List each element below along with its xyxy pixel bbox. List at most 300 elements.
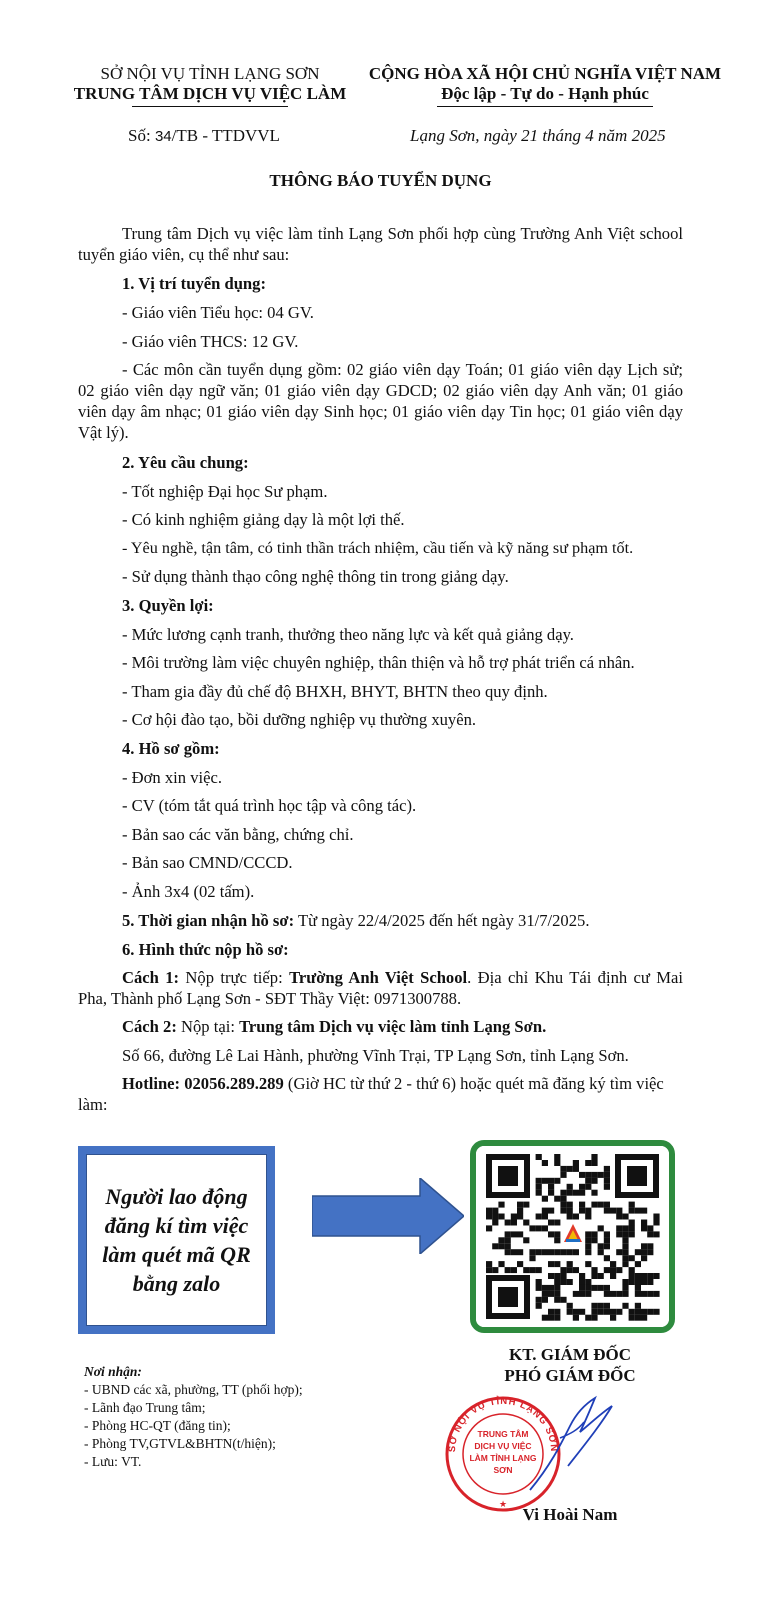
qr-module xyxy=(542,1285,548,1291)
date-suffix: tháng 4 năm 2025 xyxy=(542,126,666,145)
number-value: 34 xyxy=(154,128,172,145)
qr-module xyxy=(554,1231,560,1237)
qr-module xyxy=(536,1285,542,1291)
qr-module xyxy=(560,1172,566,1178)
qr-module xyxy=(554,1261,560,1267)
qr-module xyxy=(629,1220,635,1226)
qr-module xyxy=(635,1279,641,1285)
section2-item: - Tốt nghiệp Đại học Sư phạm. xyxy=(122,482,328,501)
qr-module xyxy=(610,1309,616,1315)
qr-module xyxy=(616,1249,622,1255)
qr-module xyxy=(591,1190,597,1196)
qr-module xyxy=(548,1184,554,1190)
qr-module xyxy=(579,1291,585,1297)
qr-module xyxy=(647,1309,653,1315)
qr-module xyxy=(523,1202,529,1208)
qr-module xyxy=(554,1291,560,1297)
qr-module xyxy=(486,1225,492,1231)
qr-module xyxy=(641,1255,647,1261)
qr-module xyxy=(579,1190,585,1196)
qr-module xyxy=(505,1249,511,1255)
qr-module xyxy=(647,1231,653,1237)
recipients-label: Nơi nhận: xyxy=(84,1364,142,1379)
agency-parent: SỞ NỘI VỤ TỈNH LẠNG SƠN xyxy=(100,64,320,83)
qr-module xyxy=(616,1214,622,1220)
qr-module xyxy=(598,1225,604,1231)
qr-module xyxy=(598,1202,604,1208)
qr-module xyxy=(641,1273,647,1279)
way1-text1: Nộp trực tiếp: xyxy=(179,968,290,987)
qr-module xyxy=(641,1291,647,1297)
way2-text: Nộp tại: xyxy=(176,1017,240,1036)
qr-module xyxy=(529,1255,535,1261)
qr-module xyxy=(591,1160,597,1166)
instruction-text: Người lao động đăng kí tìm việc làm quét mã QR bằng zalo xyxy=(102,1184,251,1296)
section2-item: - Yêu nghề, tận tâm, có tinh thần trách nhiệm, cầu tiến và kỹ năng sư phạm tốt. xyxy=(122,539,634,557)
way1-text2: . Địa chỉ Khu Tái định cư Mai Pha, Thành phố Lạng Sơn - SĐT Thầy Việt: 0971300788. xyxy=(78,968,683,1008)
agency-name: TRUNG TÂM DỊCH VỤ VIỆC LÀM xyxy=(73,84,347,103)
qr-module xyxy=(567,1166,573,1172)
qr-module xyxy=(629,1225,635,1231)
qr-module xyxy=(629,1273,635,1279)
qr-module xyxy=(554,1309,560,1315)
qr-module xyxy=(629,1231,635,1237)
qr-module xyxy=(629,1279,635,1285)
qr-module xyxy=(622,1225,628,1231)
qr-module xyxy=(554,1154,560,1160)
qr-module xyxy=(622,1291,628,1297)
qr-module xyxy=(641,1279,647,1285)
qr-module xyxy=(647,1273,653,1279)
qr-module xyxy=(523,1237,529,1243)
qr-module xyxy=(548,1291,554,1297)
number-suffix: /TB - TTDVVL xyxy=(171,126,280,145)
handwritten-signature xyxy=(520,1386,620,1496)
qr-module xyxy=(610,1267,616,1273)
qr-module xyxy=(604,1285,610,1291)
section4-item: - Ảnh 3x4 (02 tấm). xyxy=(122,882,255,901)
qr-module xyxy=(548,1285,554,1291)
qr-module xyxy=(548,1208,554,1214)
qr-module xyxy=(635,1291,641,1297)
signature-title: KT. GIÁM ĐỐC xyxy=(509,1345,631,1364)
qr-module xyxy=(585,1249,591,1255)
qr-module xyxy=(591,1273,597,1279)
section4-item: - Bản sao các văn bằng, chứng chỉ. xyxy=(122,825,354,844)
qr-module xyxy=(635,1303,641,1309)
qr-module xyxy=(567,1184,573,1190)
qr-module xyxy=(560,1273,566,1279)
qr-module xyxy=(486,1261,492,1267)
qr-module xyxy=(548,1178,554,1184)
qr-module xyxy=(542,1208,548,1214)
qr-module xyxy=(641,1220,647,1226)
qr-module xyxy=(653,1231,659,1237)
qr-module xyxy=(622,1279,628,1285)
qr-module xyxy=(622,1243,628,1249)
qr-module xyxy=(585,1172,591,1178)
qr-module xyxy=(511,1214,517,1220)
qr-module xyxy=(548,1273,554,1279)
section3-item: - Môi trường làm việc chuyên nghiệp, thân thiện và hỗ trợ phát triển cá nhân. xyxy=(122,653,635,672)
qr-module xyxy=(573,1160,579,1166)
qr-module xyxy=(622,1249,628,1255)
qr-module xyxy=(653,1291,659,1297)
qr-module xyxy=(641,1243,647,1249)
qr-module xyxy=(598,1309,604,1315)
qr-module xyxy=(604,1178,610,1184)
qr-module xyxy=(622,1255,628,1261)
qr-module xyxy=(542,1225,548,1231)
qr-logo-icon xyxy=(562,1222,584,1246)
qr-module xyxy=(542,1178,548,1184)
qr-module xyxy=(635,1309,641,1315)
qr-module xyxy=(573,1166,579,1172)
instruction-box-inner xyxy=(86,1154,267,1326)
qr-module xyxy=(622,1214,628,1220)
qr-module xyxy=(560,1208,566,1214)
qr-module xyxy=(486,1214,492,1220)
qr-module xyxy=(585,1231,591,1237)
qr-module xyxy=(591,1154,597,1160)
qr-module xyxy=(591,1267,597,1273)
qr-module xyxy=(511,1231,517,1237)
section3-item: - Tham gia đầy đủ chế độ BHXH, BHYT, BHTN theo quy định. xyxy=(122,682,548,701)
qr-module xyxy=(567,1249,573,1255)
qr-module xyxy=(653,1309,659,1315)
qr-module xyxy=(517,1208,523,1214)
qr-module xyxy=(622,1261,628,1267)
qr-module xyxy=(548,1220,554,1226)
qr-module xyxy=(598,1303,604,1309)
section4-item: - CV (tóm tắt quá trình học tập và công tác). xyxy=(122,796,417,815)
qr-module xyxy=(567,1279,573,1285)
qr-module xyxy=(622,1237,628,1243)
qr-module xyxy=(523,1220,529,1226)
qr-module xyxy=(610,1315,616,1321)
qr-module xyxy=(647,1249,653,1255)
qr-module xyxy=(653,1214,659,1220)
qr-module xyxy=(492,1243,498,1249)
qr-module xyxy=(517,1214,523,1220)
section2-item: - Có kinh nghiệm giảng dạy là một lợi thế. xyxy=(122,510,405,529)
section1-heading: 1. Vị trí tuyển dụng: xyxy=(122,274,266,293)
qr-module xyxy=(591,1231,597,1237)
qr-module xyxy=(591,1178,597,1184)
signature-position: PHÓ GIÁM ĐỐC xyxy=(504,1366,636,1385)
qr-module xyxy=(579,1285,585,1291)
qr-module xyxy=(647,1279,653,1285)
document-number xyxy=(128,126,280,146)
qr-module xyxy=(554,1279,560,1285)
arrow-right-icon xyxy=(312,1178,464,1254)
qr-module xyxy=(616,1309,622,1315)
qr-module xyxy=(567,1208,573,1214)
qr-module xyxy=(579,1279,585,1285)
qr-module xyxy=(591,1309,597,1315)
qr-module xyxy=(604,1202,610,1208)
qr-module xyxy=(529,1225,535,1231)
way1-school: Trường Anh Việt School xyxy=(289,968,468,987)
hotline-label: Hotline: 02056.289.289 xyxy=(122,1074,284,1093)
qr-module xyxy=(511,1267,517,1273)
qr-module xyxy=(629,1309,635,1315)
qr-module xyxy=(542,1214,548,1220)
qr-module xyxy=(529,1267,535,1273)
qr-module xyxy=(585,1214,591,1220)
svg-text:SỞ NỘI VỤ TỈNH LẠNG SƠN: SỞ NỘI VỤ TỈNH LẠNG SƠN xyxy=(446,1395,560,1453)
qr-module xyxy=(641,1309,647,1315)
qr-module xyxy=(505,1243,511,1249)
qr-module xyxy=(517,1261,523,1267)
number-prefix: Số: xyxy=(128,126,151,145)
qr-module xyxy=(641,1208,647,1214)
qr-module xyxy=(511,1220,517,1226)
section4-item: - Bản sao CMND/CCCD. xyxy=(122,853,293,872)
qr-module xyxy=(604,1243,610,1249)
qr-module xyxy=(536,1184,542,1190)
qr-module xyxy=(629,1208,635,1214)
qr-module xyxy=(585,1178,591,1184)
qr-module xyxy=(536,1178,542,1184)
qr-module xyxy=(604,1231,610,1237)
qr-module xyxy=(647,1291,653,1297)
qr-module xyxy=(579,1273,585,1279)
section3-item: - Mức lương cạnh tranh, thưởng theo năng lực và kết quả giảng dạy. xyxy=(122,625,574,644)
qr-module xyxy=(548,1309,554,1315)
qr-module xyxy=(591,1315,597,1321)
qr-module xyxy=(542,1315,548,1321)
qr-module xyxy=(529,1249,535,1255)
qr-module xyxy=(567,1214,573,1220)
qr-module xyxy=(567,1303,573,1309)
qr-module xyxy=(598,1285,604,1291)
qr-module xyxy=(554,1315,560,1321)
qr-module xyxy=(536,1297,542,1303)
date-day: 21 xyxy=(521,126,539,145)
qr-module xyxy=(585,1243,591,1249)
qr-module xyxy=(498,1243,504,1249)
qr-module xyxy=(598,1172,604,1178)
section5-heading: 5. Thời gian nhận hồ sơ: xyxy=(122,911,295,930)
qr-module xyxy=(616,1208,622,1214)
qr-module xyxy=(498,1237,504,1243)
qr-module xyxy=(523,1267,529,1273)
qr-module xyxy=(610,1291,616,1297)
qr-module xyxy=(548,1231,554,1237)
notice-title: THÔNG BÁO TUYỂN DỤNG xyxy=(269,171,492,190)
qr-module xyxy=(554,1249,560,1255)
qr-module xyxy=(567,1190,573,1196)
qr-module xyxy=(579,1172,585,1178)
qr-module xyxy=(505,1267,511,1273)
qr-module xyxy=(616,1291,622,1297)
qr-module xyxy=(554,1237,560,1243)
qr-module xyxy=(604,1303,610,1309)
section1-subjects: - Các môn cần tuyển dụng gồm: 02 giáo viên dạy Toán; 01 giáo viên dạy Lịch sử; 02 giáo viên dạy ngữ văn; 01 giáo viên dạy GDCD; 02 giáo viên dạy Anh văn; 01 giáo viên dạy âm nhạc; 01 giáo viên dạy Sinh học; 01 giáo viên dạy Tin học; 01 giáo viên dạy Vật lý). xyxy=(78,360,683,442)
qr-module xyxy=(505,1220,511,1226)
qr-module xyxy=(629,1267,635,1273)
qr-module xyxy=(635,1273,641,1279)
qr-module xyxy=(591,1237,597,1243)
qr-module xyxy=(486,1208,492,1214)
qr-module xyxy=(598,1243,604,1249)
qr-module xyxy=(635,1208,641,1214)
recipient-item: - Lãnh đạo Trung tâm; xyxy=(84,1400,206,1415)
qr-module xyxy=(536,1214,542,1220)
qr-module xyxy=(560,1190,566,1196)
section1-item: - Giáo viên THCS: 12 GV. xyxy=(122,332,299,351)
qr-module xyxy=(505,1237,511,1243)
qr-module xyxy=(616,1231,622,1237)
qr-module xyxy=(585,1184,591,1190)
section1-item: - Giáo viên Tiểu học: 04 GV. xyxy=(122,303,314,322)
qr-module xyxy=(573,1291,579,1297)
qr-module xyxy=(635,1261,641,1267)
qr-module xyxy=(641,1249,647,1255)
qr-module xyxy=(585,1291,591,1297)
motto-underline xyxy=(437,106,653,107)
stamp-center-text: TRUNG TÂM DỊCH VỤ VIỆC LÀM TỈNH LẠNG SƠN xyxy=(469,1429,537,1475)
qr-module xyxy=(635,1249,641,1255)
qr-module xyxy=(573,1309,579,1315)
way2-center: Trung tâm Dịch vụ việc làm tỉnh Lạng Sơn. xyxy=(239,1017,547,1036)
qr-module xyxy=(598,1273,604,1279)
qr-module xyxy=(573,1249,579,1255)
qr-module xyxy=(573,1315,579,1321)
section2-item: - Sử dụng thành thạo công nghệ thông tin trong giảng dạy. xyxy=(122,567,509,586)
qr-module xyxy=(647,1243,653,1249)
qr-module xyxy=(542,1291,548,1297)
signer-name: Vi Hoài Nam xyxy=(522,1505,618,1524)
qr-module xyxy=(604,1291,610,1297)
qr-module xyxy=(604,1309,610,1315)
qr-module xyxy=(610,1208,616,1214)
section3-heading: 3. Quyền lợi: xyxy=(122,596,214,615)
qr-module xyxy=(536,1190,542,1196)
qr-module xyxy=(517,1231,523,1237)
national-title: CỘNG HÒA XÃ HỘI CHỦ NGHĨA VIỆT NAM xyxy=(368,64,722,83)
qr-module xyxy=(585,1237,591,1243)
qr-module xyxy=(629,1255,635,1261)
qr-module xyxy=(585,1315,591,1321)
qr-module xyxy=(498,1202,504,1208)
intro-paragraph: Trung tâm Dịch vụ việc làm tỉnh Lạng Sơn phối hợp cùng Trường Anh Việt school tuyển giáo viên, cụ thể như sau: xyxy=(78,224,683,264)
qr-module xyxy=(604,1172,610,1178)
qr-module xyxy=(622,1231,628,1237)
qr-module xyxy=(492,1208,498,1214)
qr-module xyxy=(492,1214,498,1220)
qr-module xyxy=(560,1202,566,1208)
qr-module xyxy=(536,1225,542,1231)
qr-module xyxy=(635,1285,641,1291)
qr-module xyxy=(598,1249,604,1255)
section4-item: - Đơn xin việc. xyxy=(122,768,223,787)
qr-module xyxy=(585,1208,591,1214)
qr-module xyxy=(567,1261,573,1267)
qr-module xyxy=(641,1315,647,1321)
document-date xyxy=(410,126,666,146)
qr-module xyxy=(610,1273,616,1279)
qr-module xyxy=(492,1267,498,1273)
date-prefix: Lạng Sơn, ngày xyxy=(410,126,517,145)
qr-module xyxy=(653,1273,659,1279)
section2-heading: 2. Yêu cầu chung: xyxy=(122,453,249,472)
qr-module xyxy=(604,1255,610,1261)
qr-module xyxy=(567,1309,573,1315)
qr-module xyxy=(616,1225,622,1231)
qr-code-icon[interactable] xyxy=(476,1146,669,1327)
qr-module xyxy=(548,1190,554,1196)
hotline-text: (Giờ HC từ thứ 2 - thứ 6) hoặc quét mã đăng ký tìm việc làm: xyxy=(78,1074,664,1114)
qr-module xyxy=(548,1261,554,1267)
qr-module xyxy=(579,1184,585,1190)
qr-module xyxy=(641,1225,647,1231)
qr-module xyxy=(560,1249,566,1255)
qr-code-frame[interactable] xyxy=(470,1140,675,1333)
section5-line xyxy=(122,910,589,931)
qr-module xyxy=(498,1214,504,1220)
qr-module xyxy=(554,1297,560,1303)
qr-module xyxy=(573,1214,579,1220)
qr-module xyxy=(511,1249,517,1255)
qr-module xyxy=(536,1249,542,1255)
section6-address: Số 66, đường Lê Lai Hành, phường Vĩnh Trại, TP Lạng Sơn, tỉnh Lạng Sơn. xyxy=(122,1046,629,1065)
section6-way2 xyxy=(122,1016,546,1037)
qr-module xyxy=(542,1297,548,1303)
qr-module xyxy=(585,1261,591,1267)
qr-module xyxy=(554,1220,560,1226)
section3-item: - Cơ hội đào tạo, bồi dưỡng nghiệp vụ thường xuyên. xyxy=(122,710,477,729)
qr-module xyxy=(604,1166,610,1172)
qr-module xyxy=(498,1261,504,1267)
national-motto: Độc lập - Tự do - Hạnh phúc xyxy=(441,84,649,103)
qr-module xyxy=(647,1225,653,1231)
section4-heading: 4. Hồ sơ gồm: xyxy=(122,739,220,758)
qr-module xyxy=(554,1285,560,1291)
qr-module xyxy=(604,1267,610,1273)
qr-module xyxy=(517,1249,523,1255)
qr-module xyxy=(629,1202,635,1208)
qr-module xyxy=(567,1267,573,1273)
qr-module xyxy=(622,1285,628,1291)
qr-module xyxy=(622,1303,628,1309)
section6-heading: 6. Hình thức nộp hồ sơ: xyxy=(122,940,289,959)
qr-module xyxy=(629,1315,635,1321)
qr-module xyxy=(573,1190,579,1196)
qr-module xyxy=(573,1267,579,1273)
qr-module xyxy=(579,1309,585,1315)
qr-module xyxy=(560,1279,566,1285)
qr-module xyxy=(548,1315,554,1321)
qr-module xyxy=(616,1267,622,1273)
qr-module xyxy=(554,1160,560,1166)
recipient-item: - Lưu: VT. xyxy=(84,1454,142,1469)
qr-module xyxy=(610,1261,616,1267)
qr-module xyxy=(505,1231,511,1237)
qr-module xyxy=(548,1249,554,1255)
qr-module xyxy=(554,1178,560,1184)
recipient-item: - UBND các xã, phường, TT (phối hợp); xyxy=(84,1382,303,1397)
qr-module xyxy=(517,1202,523,1208)
qr-module xyxy=(604,1237,610,1243)
qr-module xyxy=(492,1220,498,1226)
qr-module xyxy=(604,1184,610,1190)
qr-module xyxy=(560,1166,566,1172)
qr-module xyxy=(591,1172,597,1178)
way2-label: Cách 2: xyxy=(122,1017,177,1036)
qr-module xyxy=(542,1160,548,1166)
